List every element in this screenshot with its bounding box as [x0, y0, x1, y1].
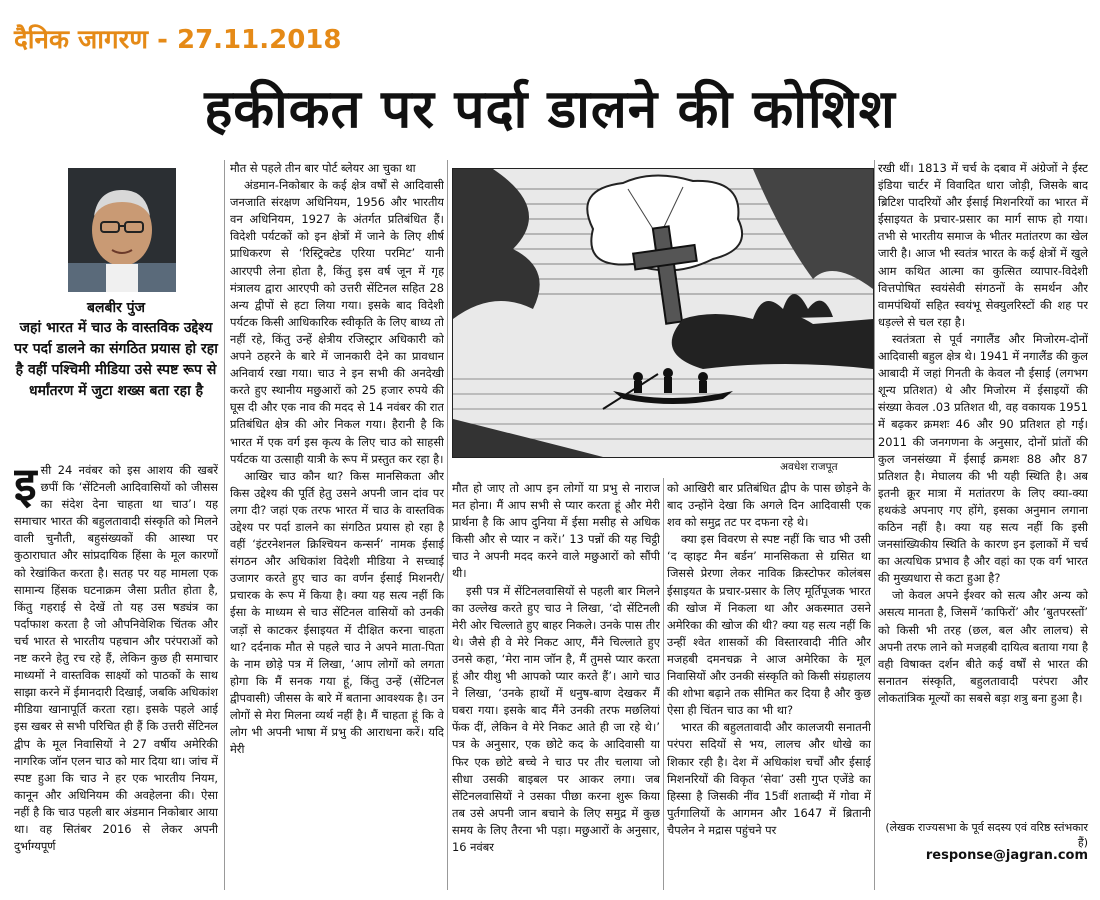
- cross-boat-illustration: [453, 169, 873, 457]
- column-rule: [447, 160, 448, 890]
- column-2: [230, 160, 444, 890]
- column-3: [452, 480, 660, 890]
- paragraph: भारत की बहुलतावादी और कालजयी सनातनी परंपरा सदियों से भय, लालच और धोखे का शिकार रही है। देश में अधिकांश चर्चों और ईसाई मिशनरियों की विकृत ‘सेवा’ उसी गुप्त एजेंडे का हिस्सा है जिसकी नींव 15वीं शताब्दी में गोवा में पुर्तगालियों के आगमन और 1647 में ब्रितानी चैपलेन ने मद्रास पहुंचने पर: [667, 720, 871, 837]
- paragraph: इसी पत्र में सेंटिनलवासियों से पहली बार मिलने का उल्लेख करते हुए चाउ ने लिखा, ‘दो सेंटिनली मेरी ओर चिल्लाते हुए बाहर निकले। उनके पास तीर थे। जैसे ही वे मेरे निकट आए, मैंने चिल्लाते हुए उनसे कहा, ‘मेरा नाम जॉन है, मैं तुमसे प्यार करता हूं और यीशु भी आपको प्यार करते हैं’। आगे चाउ ने लिखा, ‘उनके हाथों में धनुष-बाण देखकर मैं घबरा गया। इसके बाद मैंने उनकी तरफ मछलियां फेंक दीं, लेकिन वे मेरे निकट आते ही जा रहे थे।’ पत्र के अनुसार, एक छोटे कद के आदिवासी या फिर एक छोटे बच्चे ने चाउ पर तीर चलाया जो सीधा उसकी बाइबल पर आकर लगा। जब सेंटिनलवासियों ने उसका पीछा करना शुरू किया तब उसे अपनी जान बचाने के लिए समुद्र में कुछ समय के लिए तैरना भी पड़ा। मछुआरों के अनुसार, 16 नवंबर: [452, 583, 660, 854]
- author-name: बलबीर पुंज: [86, 300, 146, 316]
- paragraph: सी 24 नवंबर को इस आशय की खबरें छपीं कि ‘सेंटिनली आदिवासियों को जीसस का संदेश देना चाहता था चाउ’। यह समाचार भारत की बहुलतावादी संस्कृति को मिलने वाली चुनौती, बहुसंख्यकों की आस्था पर कुठाराघात और सांप्रदायिक हिंसा के मूल कारणों को रेखांकित करता है। सतह पर यह मामला एक सामान्य हिंसक घटनाक्रम जैसा प्रतीत होता है, किंतु गहराई से देखें तो यह उस षड्यंत्र का पर्दाफाश करता है जो औपनिवेशिक चिंतक और चर्च भारत से भारतीय पहचान और परंपराओं को नष्ट करने हेतु रच रहे हैं, लेकिन कुछ ही समाचार माध्यमों ने वास्तविक साक्ष्यों को पाठकों के साथ साझा करने में ईमानदारी दिखाई, जबकि अधिकांश मीडिया खानापूर्ति करता रहा। इसके पहले आई इस खबर से सभी परिचित ही हैं कि उत्तरी सेंटिनल द्वीप के मूल निवासियों ने 27 वर्षीय अमेरिकी नागरिक जॉन एलन चाउ को मार दिया था। जांच में स्पष्ट हुआ कि चाउ ने हर एक भारतीय नियम, कानून और अधिनियम की अवहेलना की। ऐसा नहीं है कि चाउ पहली बार अंडमान निकोबार आया था। वह सितंबर 2016 से लेकर अपनी दुर्भाग्यपूर्ण: [14, 463, 218, 854]
- response-email: response@jagran.com: [925, 848, 1088, 863]
- paragraph: मौत से पहले तीन बार पोर्ट ब्लेयर आ चुका था: [230, 161, 416, 175]
- illustration: [452, 168, 874, 458]
- column-1: [14, 462, 218, 887]
- column-rule: [224, 160, 225, 890]
- author-photo-image: [68, 168, 176, 292]
- paragraph: आखिर चाउ कौन था? किस मानसिकता और किस उद्देश्य की पूर्ति हेतु उसने अपनी जान दांव पर लगा दी? जहां एक तरफ भारत में चाउ के वास्तविक उद्देश्य पर पर्दा डालने का संगठित प्रयास हो रहा है वहीं ‘इंटरनेशनल क्रिश्चियन कन्सर्न’ नामक ईसाई संगठन और अधिकांश विदेशी मीडिया ने सच्चाई उजागर करते हुए चाउ का वर्णन ईसाई मिशनरी/प्रचारक के रूप में किया है। क्या यह सत्य नहीं कि ईसा के माध्यम से चाउ सेंटिनल वासियों को उनकी जड़ों से काटकर ईसाइयत में दीक्षित करना चाहता था? दर्दनाक मौत से पहले चाउ ने अपने माता-पिता के नाम छोड़े पत्र में लिखा, ‘आप लोगों को लगता होगा कि मैं सनक गया हूं, किंतु उन्हें (सेंटिनल द्वीपवासी) जीसस के बारे में बताना आवश्यक है। उन लोगों से मेरा मिलना व्यर्थ नहीं है। मैं चाहता हूं कि वे लोग भी अपनी भाषा में प्रभु की आराधना करें। यदि मेरी: [230, 468, 444, 757]
- paragraph: अंडमान-निकोबार के कई क्षेत्र वर्षों से आदिवासी जनजाति संरक्षण अधिनियम, 1956 और भारतीय वन अधिनियम, 1927 के अंतर्गत प्रतिबंधित हैं। विदेशी पर्यटकों को इन क्षेत्रों में जाने के लिए शीर्ष प्राधिकरण से ‘रिस्ट्रिक्टेड एरिया परमिट’ यानी आरएपी लेना होता है, किंतु इस वर्ष जून में गृह मंत्रालय द्वारा आरएपी को उत्तरी सेंटिनल सहित 28 अन्य द्वीपों से हटा लिया गया। इसके बाद विदेशी पर्यटक किसी आधिकारिक स्वीकृति के लिए बाध्य तो नहीं रहे, किंतु उन्हें क्षेत्रीय रजिस्ट्रार अधिकारी को अपने ठहरने के बारे में जानकारी देने का प्रावधान अनिवार्य रखा गया। चाउ ने इन सभी की अनदेखी करते हुए स्थानीय मछुआरों को 25 हजार रुपये की घूस दी और एक नाव की मदद से 14 नवंबर की रात प्रतिबंधित क्षेत्र की ओर निकल गया। हैरानी है कि भारत में एक वर्ग इस कृत्य के लिए चाउ को साहसी पर्यटक या उत्साही यात्री के रूप में प्रस्तुत कर रहा है।: [230, 178, 444, 466]
- paragraph: को आखिरी बार प्रतिबंधित द्वीप के पास छोड़ने के बाद उन्होंने देखा कि अगले दिन आदिवासी एक शव को समुद्र तट पर दफना रहे थे।: [667, 481, 871, 530]
- drop-cap: इ: [14, 462, 37, 511]
- column-4: [667, 480, 871, 890]
- author-photo: [68, 168, 176, 292]
- paragraph: जो केवल अपने ईश्वर को सत्य और अन्य को असत्य मानता है, जिसमें ‘काफिरों’ और ‘बुतपरस्तों’ को किसी भी तरह (छल, बल और लालच) से अपनी तरफ लाने को मजहबी दायित्व बताया गया है वही विषाक्त दर्शन बीते कई वर्षों से भारत की सनातन संस्कृति, बहुलतावादी परंपरा और लोकतांत्रिक मूल्यों का सबसे बड़ा शत्रु बना हुआ है।: [878, 588, 1088, 705]
- paragraph: रखी थीं। 1813 में चर्च के दबाव में अंग्रेजों ने ईस्ट इंडिया चार्टर में विवादित धारा जोड़ी, जिसके बाद ब्रिटिश पादरियों और ईसाई मिशनरियों का भारत में ईसाइयत के प्रचार-प्रसार का मार्ग साफ हो गया। तभी से भारतीय समाज के भीतर मतांतरण का खेल जारी है। आज भी स्वतंत्र भारत के कई क्षेत्रों में खुले आम कथित आत्मा का कुत्सित व्यापार-विदेशी वित्तपोषित स्वयंसेवी संगठनों के समर्थन और वामपंथियों सहित स्वयंभू सेक्युलरिस्टों की शह पर धड़ल्ले से चल रहा है।: [878, 161, 1088, 329]
- column-rule: [663, 478, 664, 890]
- paragraph: मौत हो जाए तो आप इन लोगों या प्रभु से नाराज मत होना। मैं आप सभी से प्यार करता हूं और मेरी प्रार्थना है कि आप दुनिया में ईसा मसीह से अधिक किसी और से प्यार न करें।’ 13 पन्नों की यह चिट्ठी चाउ ने अपनी मदद करने वाले मछुआरों को सौंपी थी।: [452, 481, 660, 581]
- column-5: [878, 160, 1088, 855]
- paragraph: स्वतंत्रता से पूर्व नगालैंड और मिजोरम-दोनों आदिवासी बहुल क्षेत्र थे। 1941 में नगालैंड की कुल आबादी में जहां गिनती के केवल नौ ईसाई (लगभग शून्य प्रतिशत) थे और मिजोरम में ईसाइयों की संख्या केवल .03 प्रतिशत थी, वह वकायक 1951 में बढ़कर क्रमशः 46 और 90 प्रतिशत हो गई। 2011 की जनगणना के अनुसार, दोनों प्रांतों की कुल जनसंख्या में ईसाई क्रमशः 88 और 87 प्रतिशत है। मेघालय की भी यही स्थिति है। अब इतनी क्रूर मात्रा में मतांतरण के लिए क्या-क्या हथकंडे अपनाए गए होंगे, इसका अनुमान लगाना कठिन नहीं है। क्या यह सत्य नहीं कि इसी जनसांख्यिकीय स्थिति के कारण इन इलाकों में चर्च का अत्यधिक प्रभाव है और वहां का एक वर्ग भारत की मुख्यधारा से कटा हुआ है?: [878, 331, 1088, 586]
- pull-quote: जहां भारत में चाउ के वास्तविक उद्देश्य पर पर्दा डालने का संगठित प्रयास हो रहा है वहीं पश्चिमी मीडिया उसे स्पष्ट रूप से धर्मांतरण में जुटा शख्स बता रहा है: [14, 320, 218, 399]
- author-footnote: (लेखक राज्यसभा के पूर्व सदस्य एवं वरिष्ठ स्तंभकार हैं): [885, 821, 1088, 849]
- illustration-credit: अवधेश राजपूत: [780, 461, 838, 473]
- masthead: दैनिक जागरण - 27.11.2018: [14, 25, 342, 55]
- column-rule: [874, 160, 875, 890]
- paragraph: क्या इस विवरण से स्पष्ट नहीं कि चाउ भी उसी ‘द व्हाइट मैन बर्डन’ मानसिकता से ग्रसित था जिससे प्रेरणा लेकर नाविक क्रिस्टोफर कोलंबस ईसाइयत के प्रचार-प्रसार के लिए मूर्तिपूजक भारत की खोज में निकला था और अकस्मात उसने अमेरिका की खोज की थी? क्या यह सत्य नहीं कि उन्हीं श्वेत शासकों की विस्तारवादी नीति और मजहबी दमनचक्र ने आज अमेरिका के मूल निवासियों और उनकी संस्कृति को किसी संग्रहालय की शोभा बढ़ाने तक सीमित कर दिया है और कुछ ऐसा ही चिंतन चाउ का भी था?: [667, 532, 871, 718]
- headline: हकीकत पर पर्दा डालने की कोशिश: [204, 79, 896, 140]
